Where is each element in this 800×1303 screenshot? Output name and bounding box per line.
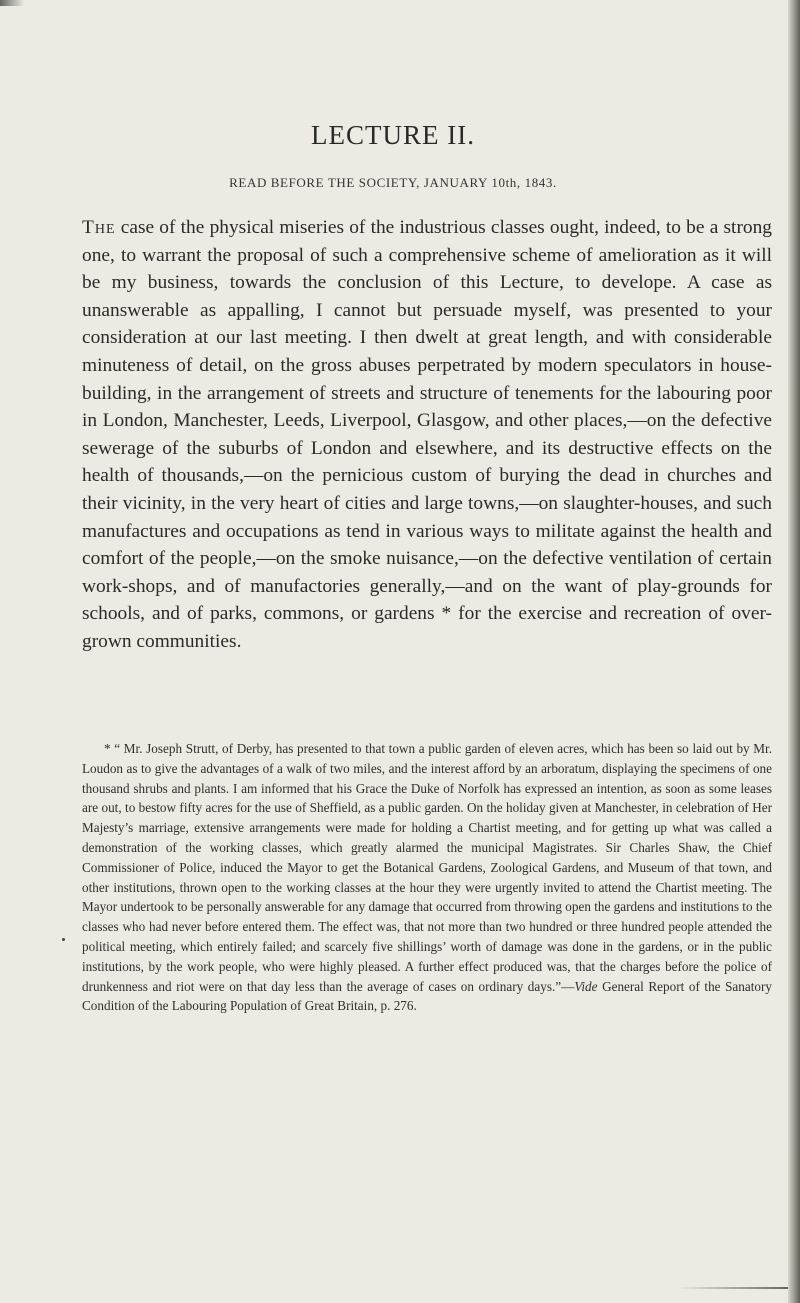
footnote-vide: Vide xyxy=(574,978,598,994)
footnote-citation: General Report of the Sanatory Condition of the Labouring Population of Great Britain, p. 276. xyxy=(82,978,772,1014)
dropcap-word: The xyxy=(82,217,116,238)
footnote-text: * “ Mr. Joseph Strutt, of Derby, has presented to that town a public garden of eleven acres, which has been so laid out by Mr. Loudon as to give the advantages of a walk of two miles, and the interest afford by an arboratum, displaying the specimens of one thousand shrubs and plants. I am informed that his Grace the Duke of Norfolk has expressed an intention, as soon as some leases are out, to bestow fifty acres for the use of Sheffield, as a public garden. On the holiday given at Manchester, in celebration of Her Majesty’s marriage, extensive arrangements were made for holding a Chartist meeting, and for getting up what was called a demonstration of the working classes, which greatly alarmed the municipal Magistrates. Sir Charles Shaw, the Chief Commissioner of Police, induced the Mayor to get the Botanical Gardens, Zoological Gardens, and Museum of that town, and other institutions, thrown open to the working classes at the hour they were urgently invited to attend the Chartist meeting. The Mayor undertook to be personally answerable for any damage that occurred from throwing open the gardens and institutions to the classes who had never before entered them. The effect was, that not more than two hundred or three hundred people attended the political meeting, which entirely failed; and scarcely five shillings’ worth of damage was done in the gardens, or in the public institutions, by the work people, who were highly pleased. A further effect produced was, that the charges before the police of drunkenness and riot were on that day less than the average of cases on ordinary days.”— xyxy=(82,741,772,994)
lecture-subtitle: READ BEFORE THE SOCIETY, JANUARY 10th, 1843. xyxy=(229,175,557,190)
lecture-title: LECTURE II. xyxy=(311,120,475,150)
page-binding-edge xyxy=(788,0,800,1303)
paragraph-text: case of the physical miseries of the industrious classes ought, indeed, to be a strong one, to warrant the proposal of such a comprehensive scheme of amelioration as it will be my business, towards the conclusion of this Lecture, to develope. A case as unanswerable as appalling, I cannot but persuade myself, was presented to your consideration at our last meeting. I then dwelt at great length, and with considerable minuteness of detail, on the gross abuses perpetrated by modern speculators in house-building, in the arrangement of streets and structure of tenements for the labouring poor in London, Manchester, Leeds, Liverpool, Glasgow, and other places,—on the defective sewerage of the suburbs of London and elsewhere, and its destructive effects on the health of thousands,—on the pernicious custom of burying the dead in churches and their vicinity, in the very heart of cities and large towns,—on slaughter-houses, and such manufactures and occupations as tend in various ways to militate against the health and comfort of the people,—on the smoke nuisance,—on the defective ventilation of certain work-shops, and of manufactories generally,—and on the want of play-grounds for schools, and of parks, commons, or gardens * for the exercise and recreation of over-grown communities. xyxy=(82,217,772,652)
footnote xyxy=(82,739,772,1016)
scan-edge-mark xyxy=(0,0,24,6)
scan-bottom-mark xyxy=(678,1287,788,1289)
main-paragraph xyxy=(82,214,772,656)
ink-speck xyxy=(62,938,65,941)
